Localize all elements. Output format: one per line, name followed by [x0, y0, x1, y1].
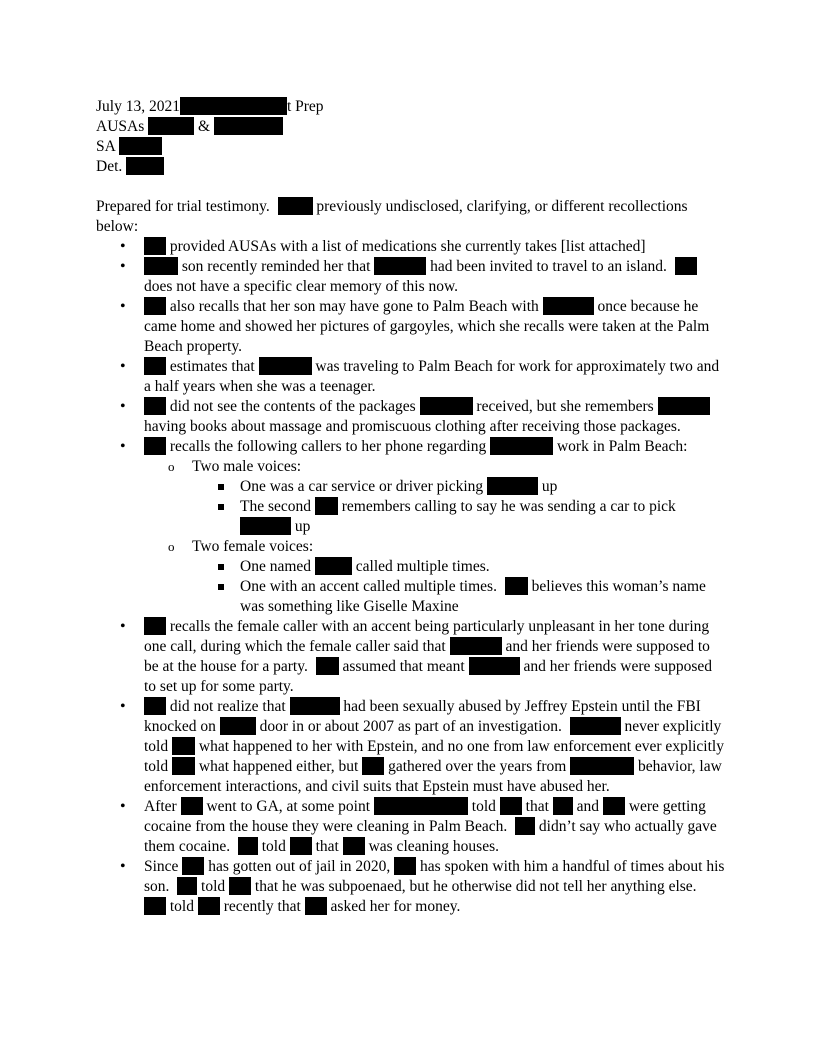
recollections-list	[96, 237, 726, 917]
redaction	[374, 797, 468, 815]
item-text: called multiple times.	[355, 558, 490, 575]
item-text: One with an accent called multiple times.	[240, 578, 497, 595]
redaction	[177, 877, 197, 895]
redaction	[603, 797, 625, 815]
redaction	[487, 477, 538, 495]
redaction	[570, 757, 634, 775]
det-label: Det.	[96, 158, 123, 175]
item-text: recalls the female caller with an accent being particularly unpleasant in her tone during one call, during which the female caller said that	[144, 618, 710, 655]
list-item	[96, 237, 726, 257]
item-text: One named	[240, 558, 312, 575]
sublist-item	[192, 497, 726, 537]
item-text: work in Palm Beach:	[556, 438, 688, 455]
item-text: recently that	[223, 898, 301, 915]
prep-text: t Prep	[286, 98, 324, 115]
list-item	[96, 697, 726, 797]
redaction	[180, 97, 287, 115]
item-text: that	[525, 798, 549, 815]
intro-paragraph	[96, 197, 726, 237]
redaction	[290, 837, 312, 855]
redaction	[172, 757, 195, 775]
item-text: what happened either, but	[198, 758, 359, 775]
callers-sublist	[144, 457, 726, 617]
redaction	[374, 257, 426, 275]
ausas-line	[96, 117, 726, 137]
item-text: told	[169, 898, 194, 915]
sa-label: SA	[96, 138, 115, 155]
redaction	[126, 157, 164, 175]
male-voices-list	[192, 477, 726, 537]
sublist-item	[144, 457, 726, 537]
item-text: that	[315, 838, 339, 855]
item-text: once because he came home and showed her pictures of gargoyles, which she recalls were taken at the Palm Beach property.	[144, 298, 710, 355]
item-text: up	[294, 518, 311, 535]
document-header	[96, 97, 726, 177]
redaction	[553, 797, 573, 815]
redaction	[543, 297, 594, 315]
item-text: were getting cocaine from the house they were cleaning in Palm Beach.	[144, 798, 706, 835]
redaction	[675, 257, 697, 275]
redaction	[229, 877, 251, 895]
sublist-item	[192, 477, 726, 497]
redaction	[144, 397, 166, 415]
redaction	[505, 577, 528, 595]
redaction	[144, 897, 166, 915]
item-text: and her friends were supposed to be at the house for a party.	[144, 638, 710, 675]
redaction	[259, 357, 312, 375]
det-line	[96, 157, 726, 177]
list-item	[96, 857, 726, 917]
female-voices-label: Two female voices:	[192, 538, 314, 555]
sublist-item	[144, 537, 726, 617]
redaction	[315, 557, 352, 575]
redaction	[198, 897, 220, 915]
item-text: told	[471, 798, 496, 815]
redaction	[214, 117, 283, 135]
list-item	[96, 617, 726, 697]
redaction	[144, 357, 166, 375]
item-text: believes this woman’s name was something like Giselle Maxine	[240, 578, 706, 615]
item-text: had been sexually abused by Jeffrey Epstein until the FBI knocked on	[144, 698, 701, 735]
list-item	[96, 357, 726, 397]
redaction	[144, 437, 166, 455]
item-text: was cleaning houses.	[368, 838, 500, 855]
item-text: remembers calling to say he was sending a car to pick	[341, 498, 676, 515]
item-text: having books about massage and promiscuous clothing after receiving those packages.	[144, 418, 681, 435]
intro-text: previously undisclosed, clarifying, or different recollections below:	[96, 198, 688, 235]
item-text: that he was subpoenaed, but he otherwise did not tell her anything else.	[254, 878, 697, 895]
date-line	[96, 97, 726, 117]
list-item	[96, 797, 726, 857]
redaction	[515, 817, 535, 835]
redaction	[148, 117, 194, 135]
item-text: and	[576, 798, 600, 815]
redaction	[144, 297, 166, 315]
redaction	[119, 137, 162, 155]
item-text: told	[261, 838, 286, 855]
redaction	[144, 617, 166, 635]
item-text: asked her for money.	[330, 898, 461, 915]
item-text: estimates that	[169, 358, 255, 375]
item-text: son recently reminded her that	[181, 258, 371, 275]
item-text: gathered over the years from	[388, 758, 567, 775]
redaction	[144, 237, 166, 255]
item-text: recalls the following callers to her phone regarding	[169, 438, 487, 455]
redaction	[290, 697, 340, 715]
redaction	[182, 857, 204, 875]
redaction	[315, 497, 338, 515]
document-page	[96, 97, 726, 917]
redaction	[278, 197, 313, 215]
list-item	[96, 257, 726, 297]
redaction	[394, 857, 416, 875]
item-text: The second	[240, 498, 312, 515]
intro-text: Prepared for trial testimony.	[96, 198, 270, 215]
item-text: and her friends were supposed to set up for some party.	[144, 658, 712, 695]
item-text: Since	[144, 858, 179, 875]
item-text: also recalls that her son may have gone to Palm Beach with	[169, 298, 539, 315]
item-text: provided AUSAs with a list of medications she currently takes [list attached]	[169, 238, 646, 255]
item-text: One was a car service or driver picking	[240, 478, 484, 495]
ampersand: &	[197, 118, 211, 135]
date-text: July 13, 2021	[96, 98, 180, 115]
redaction	[469, 657, 520, 675]
ausas-label: AUSAs	[96, 118, 145, 135]
item-text: door in or about 2007 as part of an investigation.	[259, 718, 562, 735]
redaction	[240, 517, 291, 535]
list-item	[96, 397, 726, 437]
redaction	[420, 397, 473, 415]
item-text: behavior, law enforcement interactions, and civil suits that Epstein must have abused her.	[144, 758, 722, 795]
item-text: told	[201, 878, 226, 895]
redaction	[305, 897, 327, 915]
item-text: did not realize that	[169, 698, 286, 715]
redaction	[238, 837, 258, 855]
item-text: does not have a specific clear memory of this now.	[144, 278, 459, 295]
redaction	[570, 717, 621, 735]
redaction	[362, 757, 384, 775]
item-text: went to GA, at some point	[206, 798, 371, 815]
sublist-item	[192, 577, 726, 617]
item-text: didn’t say who actually gave them cocaine.	[144, 818, 717, 855]
redaction	[172, 737, 195, 755]
item-text: received, but she remembers	[476, 398, 654, 415]
item-text: up	[541, 478, 558, 495]
item-text: assumed that meant	[342, 658, 465, 675]
redaction	[316, 657, 339, 675]
item-text: did not see the contents of the packages	[169, 398, 416, 415]
redaction	[181, 797, 203, 815]
item-text: After	[144, 798, 177, 815]
redaction	[450, 637, 502, 655]
redaction	[500, 797, 522, 815]
item-text: was traveling to Palm Beach for work for approximately two and a half years when she was a teenager.	[144, 358, 720, 395]
male-voices-label: Two male voices:	[192, 458, 302, 475]
redaction	[220, 717, 256, 735]
item-text: has spoken with him a handful of times about his son.	[144, 858, 725, 895]
item-text: what happened to her with Epstein, and no one from law enforcement ever explicitly told	[144, 738, 724, 775]
redaction	[343, 837, 365, 855]
redaction	[658, 397, 710, 415]
item-text: has gotten out of jail in 2020,	[208, 858, 391, 875]
item-text: had been invited to travel to an island.	[430, 258, 667, 275]
redaction	[144, 257, 178, 275]
list-item	[96, 437, 726, 617]
redaction	[490, 437, 553, 455]
sa-line	[96, 137, 726, 157]
sublist-item	[192, 557, 726, 577]
list-item	[96, 297, 726, 357]
redaction	[144, 697, 166, 715]
item-text: never explicitly told	[144, 718, 722, 755]
female-voices-list	[192, 557, 726, 617]
